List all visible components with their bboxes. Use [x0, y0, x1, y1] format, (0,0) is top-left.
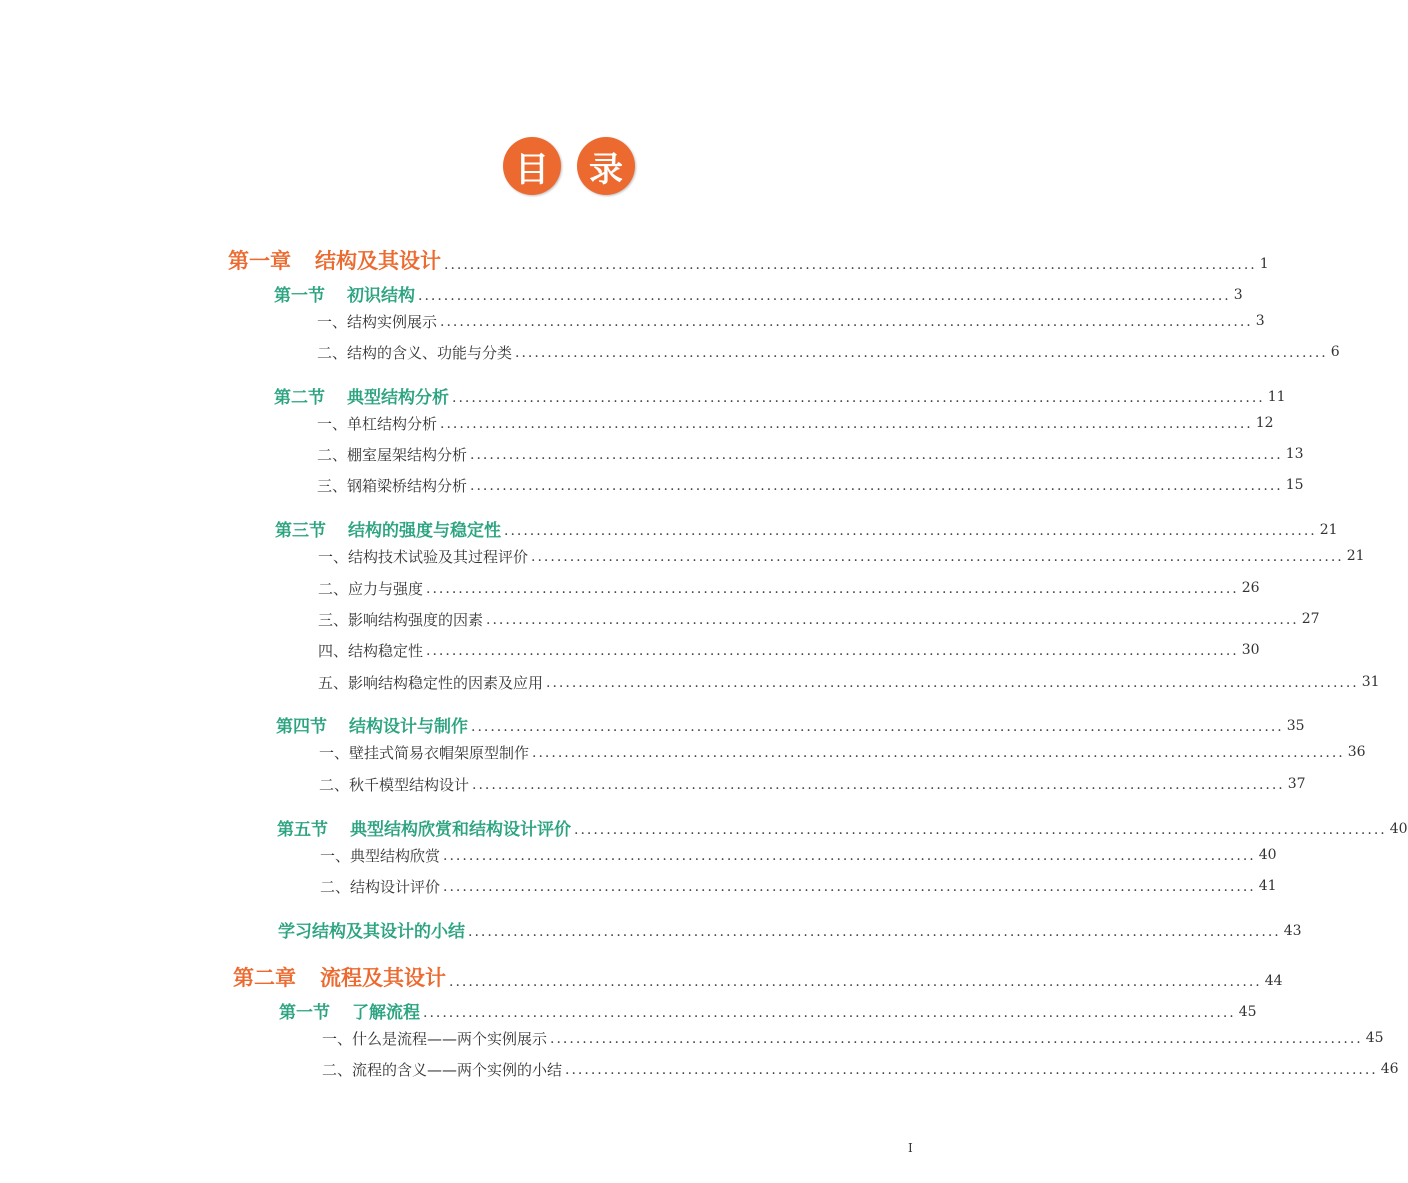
item-title: 五、影响结构稳定性的因素及应用 [318, 674, 544, 692]
leader-dots: .............................................................................................................................. [440, 314, 1253, 330]
section-title: 典型结构分析 [347, 388, 449, 408]
leader-dots: .............................................................................................................................. [426, 643, 1239, 659]
section-number: 第一节 [279, 1003, 330, 1023]
leader-dots: .............................................................................................................................. [444, 257, 1257, 273]
page-number: 27 [1301, 611, 1320, 627]
page-number: 13 [1285, 446, 1304, 462]
page-number: 26 [1241, 580, 1260, 596]
toc-item[interactable] [319, 774, 1306, 795]
section-number: 第二节 [274, 388, 325, 408]
page-number: 40 [1389, 821, 1408, 837]
section-title: 典型结构欣赏和结构设计评价 [350, 820, 571, 840]
leader-dots: .............................................................................................................................. [426, 581, 1239, 597]
leader-dots: .............................................................................................................................. [452, 390, 1265, 406]
section-title: 结构设计与制作 [349, 717, 468, 737]
page-number: 21 [1346, 548, 1365, 564]
item-title: 三、钢箱梁桥结构分析 [317, 477, 468, 495]
toc-item[interactable] [320, 845, 1277, 866]
page-number: 45 [1238, 1004, 1257, 1020]
leader-dots: .............................................................................................................................. [423, 1005, 1236, 1021]
item-title: 三、影响结构强度的因素 [318, 611, 484, 629]
leader-dots: .............................................................................................................................. [470, 447, 1283, 463]
title-char-mu: 目 [503, 137, 561, 195]
page-number: 40 [1258, 847, 1277, 863]
leader-dots: .............................................................................................................................. [449, 974, 1262, 990]
item-title: 一、结构实例展示 [317, 313, 438, 331]
page-number: 37 [1287, 776, 1306, 792]
chapter-number: 第一章 [228, 249, 291, 273]
page-number: 1 [1259, 256, 1269, 272]
leader-dots: .............................................................................................................................. [546, 675, 1359, 691]
leader-dots: .............................................................................................................................. [574, 822, 1387, 838]
page-number: 45 [1365, 1030, 1384, 1046]
page-folio: I [908, 1141, 913, 1155]
page-number: 12 [1255, 415, 1274, 431]
toc-item[interactable] [318, 672, 1380, 693]
chapter-number: 第二章 [233, 966, 296, 990]
page-number: 41 [1258, 878, 1277, 894]
page-number: 6 [1330, 344, 1340, 360]
toc-item[interactable] [319, 742, 1366, 763]
toc-item[interactable] [317, 444, 1304, 465]
toc-item[interactable] [322, 1059, 1399, 1080]
toc-item[interactable] [317, 413, 1274, 434]
toc-item[interactable] [317, 311, 1265, 332]
leader-dots: .............................................................................................................................. [418, 288, 1231, 304]
section-number: 第三节 [275, 521, 326, 541]
toc-section-1-5[interactable] [277, 815, 1408, 840]
page-number: 35 [1286, 718, 1305, 734]
section-number: 第四节 [276, 717, 327, 737]
page-number: 3 [1255, 313, 1265, 329]
page-number: 30 [1241, 642, 1260, 658]
leader-dots: .............................................................................................................................. [531, 549, 1344, 565]
toc-title [503, 137, 635, 195]
toc-item[interactable] [317, 475, 1304, 496]
page-number: 43 [1283, 923, 1302, 939]
toc-item[interactable] [318, 640, 1260, 661]
toc-item[interactable] [322, 1028, 1384, 1049]
item-title: 一、壁挂式简易衣帽架原型制作 [319, 744, 530, 762]
toc-section-2-1[interactable] [279, 998, 1257, 1023]
page-number: 3 [1233, 287, 1243, 303]
chapter-title: 流程及其设计 [320, 966, 446, 990]
leader-dots: .............................................................................................................................. [486, 612, 1299, 628]
leader-dots: .............................................................................................................................. [515, 345, 1328, 361]
title-char-lu: 录 [577, 137, 635, 195]
toc-section-1-4[interactable] [276, 712, 1305, 737]
leader-dots: .............................................................................................................................. [532, 745, 1345, 761]
toc-section-1-3[interactable] [275, 516, 1338, 541]
page-number: 31 [1361, 674, 1380, 690]
leader-dots: .............................................................................................................................. [468, 924, 1281, 940]
leader-dots: .............................................................................................................................. [472, 777, 1285, 793]
leader-dots: .............................................................................................................................. [470, 478, 1283, 494]
leader-dots: .............................................................................................................................. [504, 523, 1317, 539]
toc-summary[interactable] [278, 917, 1302, 942]
toc-chapter-1[interactable] [228, 245, 1269, 275]
item-title: 二、应力与强度 [318, 580, 424, 598]
summary-title: 学习结构及其设计的小结 [278, 922, 465, 942]
page-number: 21 [1319, 522, 1338, 538]
leader-dots: .............................................................................................................................. [565, 1062, 1378, 1078]
page-number: 11 [1267, 389, 1286, 405]
section-number: 第五节 [277, 820, 328, 840]
toc-item[interactable] [318, 546, 1365, 567]
chapter-title: 结构及其设计 [315, 249, 441, 273]
item-title: 二、流程的含义——两个实例的小结 [322, 1061, 563, 1079]
item-title: 一、单杠结构分析 [317, 415, 438, 433]
toc-item[interactable] [318, 578, 1260, 599]
leader-dots: .............................................................................................................................. [440, 416, 1253, 432]
section-title: 了解流程 [352, 1003, 420, 1023]
section-number: 第一节 [274, 286, 325, 306]
item-title: 二、棚室屋架结构分析 [317, 446, 468, 464]
page-number: 44 [1264, 973, 1283, 989]
item-title: 二、结构设计评价 [320, 878, 441, 896]
page-number: 46 [1380, 1061, 1399, 1077]
toc-item[interactable] [320, 876, 1277, 897]
leader-dots: .............................................................................................................................. [443, 848, 1256, 864]
item-title: 四、结构稳定性 [318, 642, 424, 660]
toc-chapter-2[interactable] [233, 962, 1283, 992]
leader-dots: .............................................................................................................................. [443, 879, 1256, 895]
toc-item[interactable] [318, 609, 1320, 630]
item-title: 二、结构的含义、功能与分类 [317, 344, 513, 362]
leader-dots: .............................................................................................................................. [550, 1031, 1363, 1047]
section-title: 结构的强度与稳定性 [348, 521, 501, 541]
toc-section-1-1[interactable] [274, 281, 1243, 306]
item-title: 一、结构技术试验及其过程评价 [318, 548, 529, 566]
page-number: 36 [1347, 744, 1366, 760]
toc-section-1-2[interactable] [274, 383, 1286, 408]
item-title: 一、什么是流程——两个实例展示 [322, 1030, 548, 1048]
leader-dots: .............................................................................................................................. [471, 719, 1284, 735]
toc-item[interactable] [317, 342, 1340, 363]
item-title: 二、秋千模型结构设计 [319, 776, 470, 794]
item-title: 一、典型结构欣赏 [320, 847, 441, 865]
section-title: 初识结构 [347, 286, 415, 306]
page-number: 15 [1285, 477, 1304, 493]
